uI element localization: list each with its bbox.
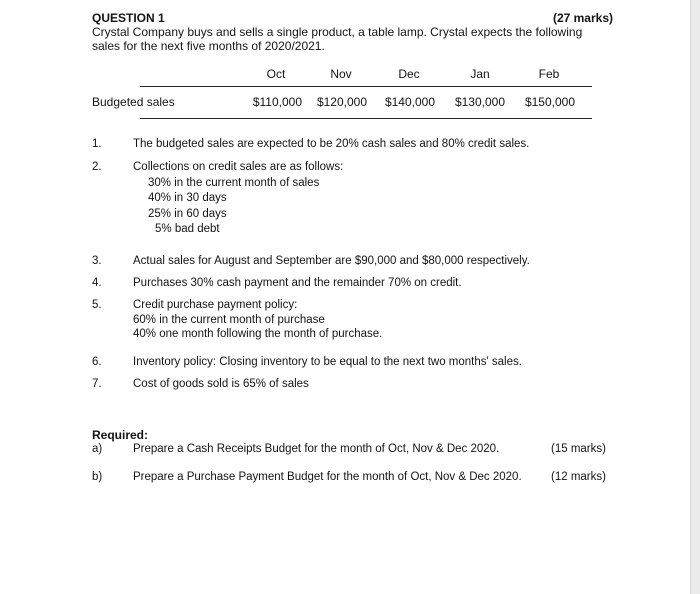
table-top-rule: [140, 86, 592, 87]
month-header: Nov: [330, 67, 352, 81]
item-text: Actual sales for August and September are $90,000 and $80,000 respectively.: [133, 255, 530, 267]
item-number: 7.: [92, 378, 102, 390]
part-marks: (12 marks): [551, 471, 606, 483]
table-bottom-rule: [140, 118, 592, 119]
sales-value: $110,000: [252, 95, 302, 109]
item-number: 5.: [92, 299, 102, 311]
month-header: Jan: [470, 67, 490, 81]
part-text: Prepare a Cash Receipts Budget for the month of Oct, Nov & Dec 2020.: [133, 443, 500, 455]
item-number: 1.: [92, 138, 102, 150]
item-text: Cost of goods sold is 65% of sales: [133, 378, 309, 390]
item-text: Collections on credit sales are as follows:: [133, 161, 344, 173]
item-text: Credit purchase payment policy:: [133, 299, 298, 311]
collection-line: 5% bad debt: [155, 223, 220, 235]
item-number: 4.: [92, 277, 102, 289]
sales-value: $120,000: [316, 95, 367, 109]
item-text: Inventory policy: Closing inventory to be equal to the next two months' sales.: [133, 356, 522, 368]
question-title: QUESTION 1: [92, 11, 165, 25]
item-text: 40% one month following the month of purchase.: [133, 328, 383, 340]
required-heading: Required:: [92, 428, 149, 442]
sales-value: $140,000: [384, 95, 435, 109]
collection-line: 40% in 30 days: [148, 192, 227, 204]
month-header: Feb: [538, 67, 560, 81]
part-label: a): [92, 443, 103, 455]
item-number: 3.: [92, 255, 102, 267]
item-number: 6.: [92, 356, 102, 368]
intro-line-2: sales for the next five months of 2020/2021.: [92, 39, 325, 53]
part-label: b): [92, 471, 103, 483]
row-label: Budgeted sales: [92, 95, 175, 109]
item-text: The budgeted sales are expected to be 20% cash sales and 80% credit sales.: [133, 138, 530, 150]
sales-value: $150,000: [524, 95, 575, 109]
month-header: Dec: [398, 67, 420, 81]
item-text: 60% in the current month of purchase: [133, 314, 325, 326]
item-text: Purchases 30% cash payment and the remainder 70% on credit.: [133, 277, 462, 289]
question-marks: (27 marks): [552, 11, 613, 25]
part-text: Prepare a Purchase Payment Budget for the month of Oct, Nov & Dec 2020.: [133, 471, 522, 483]
collection-line: 25% in 60 days: [148, 208, 227, 220]
month-header: Oct: [266, 67, 286, 81]
collection-line: 30% in the current month of sales: [148, 177, 320, 189]
part-marks: (15 marks): [551, 443, 606, 455]
intro-line-1: Crystal Company buys and sells a single product, a table lamp. Crystal expects the following: [92, 25, 583, 39]
sales-value: $130,000: [454, 95, 505, 109]
item-number: 2.: [92, 161, 102, 173]
